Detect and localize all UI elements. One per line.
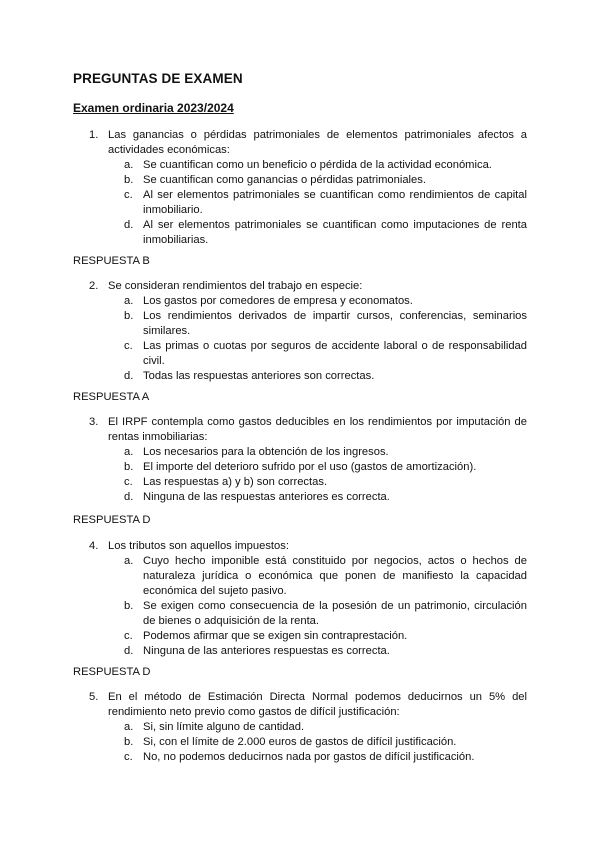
- option-letter: a.: [124, 159, 134, 171]
- answer-2: RESPUESTA A: [73, 391, 150, 403]
- option-b: [124, 309, 527, 339]
- option-d: [124, 369, 527, 384]
- option-letter: d.: [124, 219, 134, 231]
- question-text: El IRPF contempla como gastos deducibles en los rendimientos por imputación de rentas inmobiliarias:: [108, 416, 527, 443]
- option-text: El importe del deterioro sufrido por el uso (gastos de amortización).: [143, 461, 477, 473]
- option-text: Los necesarios para la obtención de los ingresos.: [143, 446, 389, 458]
- option-text: Si, con el límite de 2.000 euros de gastos de difícil justificación.: [143, 736, 457, 748]
- option-letter: b.: [124, 461, 134, 473]
- question-number: 2.: [89, 280, 99, 292]
- option-d: [124, 644, 527, 659]
- question-number: 3.: [89, 416, 99, 428]
- option-b: [124, 599, 527, 629]
- option-text: Ninguna de las anteriores respuestas es correcta.: [143, 645, 390, 657]
- question-5: [89, 690, 527, 765]
- option-c: [124, 339, 527, 369]
- option-text: Podemos afirmar que se exigen sin contraprestación.: [143, 630, 408, 642]
- option-letter: b.: [124, 736, 134, 748]
- option-text: Cuyo hecho imponible está constituido por negocios, actos o hechos de naturaleza jurídica o económica que ponen de manifiesto la capacidad económica del sujeto pasivo.: [143, 555, 527, 597]
- option-letter: a.: [124, 721, 134, 733]
- option-letter: a.: [124, 446, 134, 458]
- option-text: Ninguna de las respuestas anteriores es correcta.: [143, 491, 390, 503]
- option-a: [124, 294, 527, 309]
- option-c: [124, 188, 527, 218]
- option-a: [124, 158, 527, 173]
- option-text: Las primas o cuotas por seguros de accidente laboral o de responsabilidad civil.: [143, 340, 527, 367]
- question-text: Se consideran rendimientos del trabajo en especie:: [108, 280, 363, 292]
- option-text: No, no podemos deducirnos nada por gastos de difícil justificación.: [143, 751, 475, 763]
- question-number: 4.: [89, 540, 99, 552]
- option-letter: b.: [124, 600, 134, 612]
- option-list: [89, 554, 527, 659]
- option-c: [124, 750, 527, 765]
- question-3: [89, 415, 527, 505]
- option-letter: c.: [124, 630, 133, 642]
- option-letter: c.: [124, 189, 133, 201]
- option-text: Al ser elementos patrimoniales se cuantifican como rendimientos de capital inmobiliario.: [143, 189, 527, 216]
- option-letter: c.: [124, 476, 133, 488]
- option-letter: a.: [124, 295, 134, 307]
- option-letter: b.: [124, 310, 134, 322]
- option-text: Si, sin límite alguno de cantidad.: [143, 721, 305, 733]
- page-title: PREGUNTAS DE EXAMEN: [73, 71, 243, 86]
- option-letter: d.: [124, 370, 134, 382]
- answer-3: RESPUESTA D: [73, 514, 151, 526]
- option-text: Se cuantifican como un beneficio o pérdida de la actividad económica.: [143, 159, 492, 171]
- option-list: [89, 158, 527, 248]
- option-text: Los rendimientos derivados de impartir cursos, conferencias, seminarios similares.: [143, 310, 527, 337]
- question-number: 5.: [89, 691, 99, 703]
- question-text: Las ganancias o pérdidas patrimoniales de elementos patrimoniales afectos a actividades económicas:: [108, 129, 527, 156]
- option-text: Se exigen como consecuencia de la posesión de un patrimonio, circulación de bienes o adquisición de la renta.: [143, 600, 527, 627]
- option-list: [89, 720, 527, 765]
- option-b: [124, 460, 527, 475]
- option-a: [124, 445, 527, 460]
- answer-1: RESPUESTA B: [73, 255, 150, 267]
- option-c: [124, 629, 527, 644]
- option-d: [124, 490, 527, 505]
- option-list: [89, 294, 527, 384]
- option-letter: d.: [124, 645, 134, 657]
- option-text: Al ser elementos patrimoniales se cuantifican como imputaciones de renta inmobiliarias.: [143, 219, 527, 246]
- option-list: [89, 445, 527, 505]
- question-number: 1.: [89, 129, 99, 141]
- question-1: [89, 128, 527, 248]
- option-b: [124, 173, 527, 188]
- option-a: [124, 554, 527, 599]
- question-text: En el método de Estimación Directa Normal podemos deducirnos un 5% del rendimiento neto previo como gastos de difícil justificación:: [108, 691, 527, 718]
- option-text: Los gastos por comedores de empresa y economatos.: [143, 295, 413, 307]
- option-letter: d.: [124, 491, 134, 503]
- option-a: [124, 720, 527, 735]
- option-letter: a.: [124, 555, 134, 567]
- option-text: Se cuantifican como ganancias o pérdidas patrimoniales.: [143, 174, 426, 186]
- answer-4: RESPUESTA D: [73, 666, 151, 678]
- option-letter: c.: [124, 340, 133, 352]
- option-d: [124, 218, 527, 248]
- question-4: [89, 539, 527, 659]
- exam-subtitle: Examen ordinaria 2023/2024: [73, 101, 234, 115]
- option-b: [124, 735, 527, 750]
- option-letter: b.: [124, 174, 134, 186]
- option-c: [124, 475, 527, 490]
- option-text: Todas las respuestas anteriores son correctas.: [143, 370, 375, 382]
- question-text: Los tributos son aquellos impuestos:: [108, 540, 289, 552]
- question-2: [89, 279, 527, 384]
- option-letter: c.: [124, 751, 133, 763]
- option-text: Las respuestas a) y b) son correctas.: [143, 476, 328, 488]
